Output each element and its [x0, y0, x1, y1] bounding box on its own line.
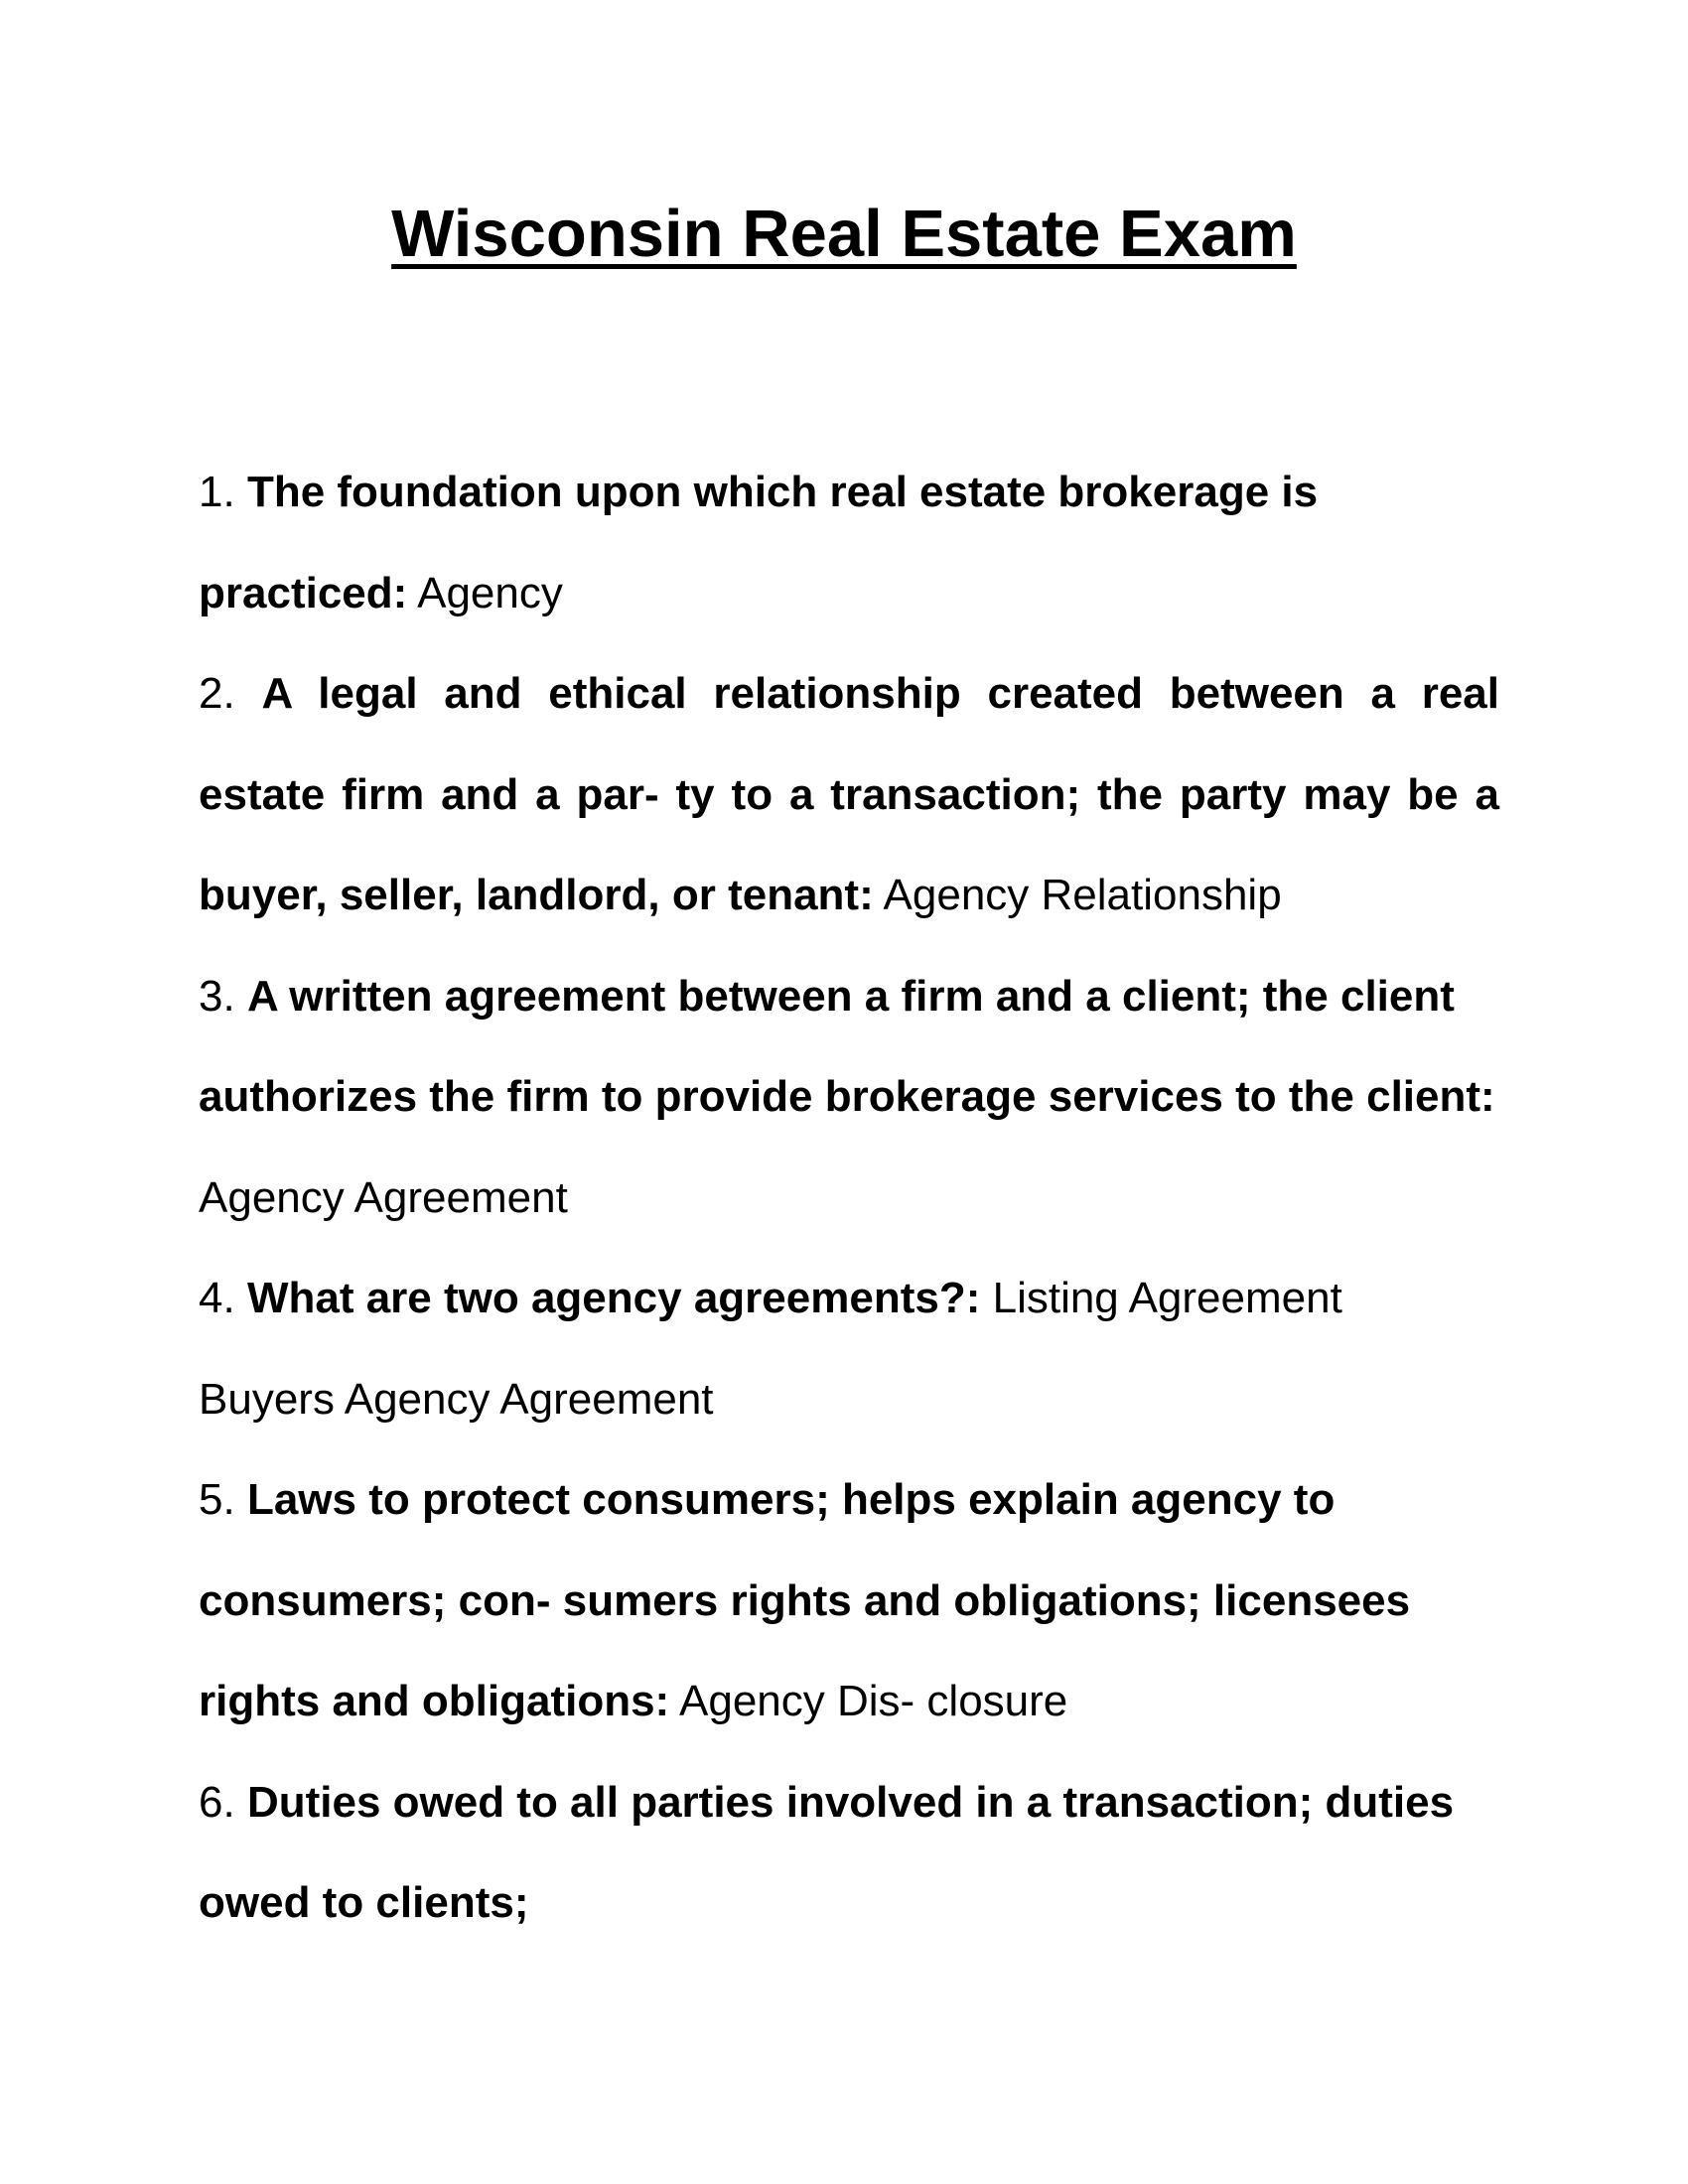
- question-answer: Listing Agreement: [992, 1274, 1342, 1322]
- question-number: 3.: [199, 971, 235, 1021]
- question-number: 2.: [199, 669, 235, 718]
- question-answer: Agency Relationship: [883, 871, 1282, 919]
- question-answer: Agency: [417, 568, 563, 617]
- question-number: 5.: [199, 1475, 235, 1524]
- document-title: Wisconsin Real Estate Exam: [391, 197, 1297, 271]
- question-item: [199, 442, 1499, 643]
- question-term: A legal and ethical relationship created between a real estate firm and a par- ty to a transaction; the party may be a buyer, seller, landlord, or tenant:: [199, 669, 1499, 919]
- question-answer: Agency Agreement: [199, 1172, 568, 1222]
- question-term: Duties owed to all parties involved in a transaction; duties owed to clients;: [199, 1777, 1455, 1927]
- question-item: [199, 643, 1499, 946]
- question-item: [199, 1752, 1499, 1954]
- question-answer-extra: Buyers Agency Agreement: [199, 1374, 714, 1424]
- question-number: 4.: [199, 1274, 235, 1322]
- question-item: [199, 946, 1499, 1249]
- question-item: [199, 1449, 1499, 1752]
- question-term: Laws to protect consumers; helps explain agency to consumers; con- sumers rights and obligations; licensees rights and obligations:: [199, 1475, 1411, 1725]
- question-number: 1.: [199, 468, 235, 516]
- question-term: A written agreement between a firm and a client; the client authorizes the firm to provide brokerage services to the client:: [199, 971, 1495, 1121]
- question-list: [199, 442, 1499, 1954]
- question-term: What are two agency agreements?:: [246, 1274, 981, 1322]
- question-number: 6.: [199, 1777, 235, 1827]
- question-term: The foundation upon which real estate brokerage is practiced:: [199, 468, 1319, 617]
- question-item: [199, 1248, 1499, 1449]
- question-answer: Agency Dis- closure: [679, 1677, 1068, 1725]
